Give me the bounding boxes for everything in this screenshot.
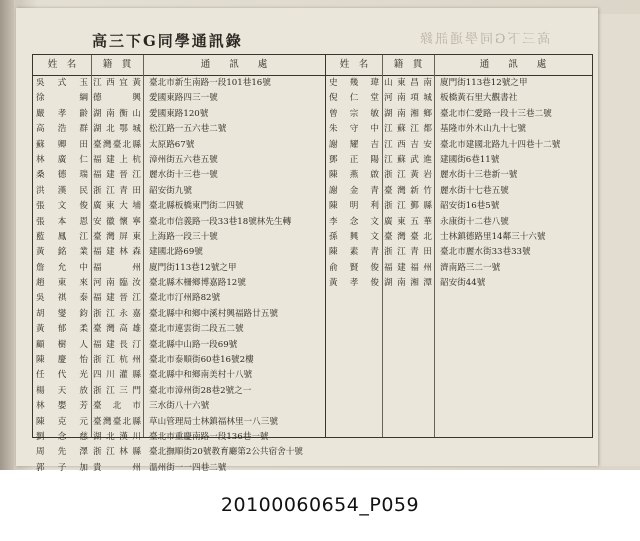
row-origin: 湖南湘潭 xyxy=(384,278,432,289)
row-origin: 臺灣新竹 xyxy=(384,185,432,196)
table-row xyxy=(33,399,325,414)
table-row xyxy=(33,122,325,137)
contact-table xyxy=(32,54,593,473)
table-row xyxy=(33,184,325,199)
row-origin: 廣東大埔 xyxy=(93,201,141,212)
row-origin: 福建林森 xyxy=(93,247,141,258)
table-row xyxy=(33,91,325,106)
row-origin: 浙江杭州 xyxy=(93,355,141,366)
facing-page-edge xyxy=(598,14,640,466)
bleed-through-title: 高三下G同學通訊錄 xyxy=(418,32,551,47)
row-name: 陳慶怡 xyxy=(36,355,88,366)
table-row xyxy=(33,353,325,368)
row-name: 陳克元 xyxy=(36,416,88,427)
book-spine xyxy=(0,0,14,470)
table-row xyxy=(33,461,325,476)
table-row xyxy=(326,215,592,230)
row-name: 高浩群 xyxy=(36,124,88,135)
row-name: 鄧正陽 xyxy=(329,154,379,165)
row-origin: 江西宜黃 xyxy=(93,78,141,88)
table-row xyxy=(33,153,325,168)
table-row xyxy=(326,138,592,153)
row-origin: 湖南湘鄉 xyxy=(384,108,432,119)
table-row xyxy=(33,245,325,260)
row-name: 顧樹人 xyxy=(36,339,88,350)
table-left-half xyxy=(33,55,325,473)
row-name: 孫興文 xyxy=(329,231,379,242)
row-name: 徐綱 xyxy=(36,93,88,104)
row-address: 建國街6巷11號 xyxy=(440,154,500,165)
row-address: 臺北市汀州路82號 xyxy=(149,293,221,304)
row-address: 麗水街十三巷一號 xyxy=(149,170,218,181)
row-address: 臺北市仁愛路一段十三巷二號 xyxy=(440,108,552,119)
table-row xyxy=(33,107,325,122)
row-origin: 江西吉安 xyxy=(384,139,432,150)
row-origin: 福建福州 xyxy=(384,262,432,273)
row-origin: 江蘇武進 xyxy=(384,154,432,165)
row-address: 板橋黃石里大觀書社 xyxy=(440,93,518,104)
row-origin: 浙江青田 xyxy=(93,185,141,196)
table-row xyxy=(326,230,592,245)
right-rows xyxy=(326,76,592,291)
row-address: 韶安街44號 xyxy=(440,278,486,289)
row-address: 臺北市泰順街60巷16號2樓 xyxy=(149,355,254,366)
row-address: 愛國東路120號 xyxy=(149,108,209,119)
row-name: 黃郁柔 xyxy=(36,324,88,335)
row-name: 陳素青 xyxy=(329,247,379,258)
row-address: 臺北市重慶南路一段136巷一號 xyxy=(149,431,269,442)
row-address: 臺北縣木柵鄉博嘉路12號 xyxy=(149,278,246,289)
row-name: 周先澤 xyxy=(36,447,88,458)
row-name: 倪仁堂 xyxy=(329,93,379,104)
row-name: 吳式玉 xyxy=(36,78,88,88)
table-row xyxy=(326,107,592,122)
row-origin: 湖南衡山 xyxy=(93,108,141,119)
row-name: 嚴孝齡 xyxy=(36,108,88,119)
row-name: 史幾瑋 xyxy=(329,78,379,88)
row-name: 吳祺泰 xyxy=(36,293,88,304)
row-origin: 貴州 xyxy=(93,462,141,473)
row-origin: 臺灣臺北 xyxy=(384,231,432,242)
row-origin: 福州 xyxy=(93,262,141,273)
row-name: 謝金青 xyxy=(329,185,379,196)
row-address: 臺北市新生南路一段101巷16號 xyxy=(149,78,271,88)
table-row xyxy=(33,230,325,245)
row-address: 漳州街五六巷五號 xyxy=(149,154,218,165)
row-origin: 湖北鄂城 xyxy=(93,124,141,135)
header-name: 姓 名 xyxy=(339,59,369,70)
row-address: 臺北撫順街20號教育廳第2公共宿舍十號 xyxy=(149,447,303,458)
image-caption: 20100060654_P059 xyxy=(220,494,420,516)
row-name: 任代光 xyxy=(36,370,88,381)
row-origin: 廣東五華 xyxy=(384,216,432,227)
header-address: 通 訊 處 xyxy=(479,59,547,70)
row-address: 臺北縣中和鄉中溪村興福路廿五號 xyxy=(149,308,278,319)
row-name: 胡燮鈞 xyxy=(36,308,88,319)
row-name: 李念文 xyxy=(329,216,379,227)
row-address: 愛國東路四三一號 xyxy=(149,93,218,104)
row-origin: 浙江黃岩 xyxy=(384,170,432,181)
row-address: 韶安街16巷5號 xyxy=(440,201,500,212)
row-address: 臺北市信義路一段33巷18號林先生轉 xyxy=(149,216,292,227)
row-name: 詹允中 xyxy=(36,262,88,273)
row-origin: 浙江林縣 xyxy=(93,447,141,458)
row-name: 劉念慈 xyxy=(36,431,88,442)
row-origin: 福建長汀 xyxy=(93,339,141,350)
table-row xyxy=(33,76,325,91)
row-address: 臺北市漳州街28巷2號之一 xyxy=(149,385,252,396)
row-name: 黃銘業 xyxy=(36,247,88,258)
row-origin: 臺灣臺北縣 xyxy=(93,416,141,427)
header-address: 通 訊 處 xyxy=(200,59,268,70)
table-row xyxy=(33,430,325,445)
table-row xyxy=(33,261,325,276)
row-address: 臺北縣中和鄉南美村十八號 xyxy=(149,370,253,381)
row-origin: 四川灌縣 xyxy=(93,370,141,381)
row-address: 臺北市麗水街33巷33號 xyxy=(440,247,531,258)
row-origin: 浙江三門 xyxy=(93,385,141,396)
row-address: 松江路一五六巷二號 xyxy=(149,124,227,135)
table-row xyxy=(33,368,325,383)
row-origin: 湖北漢川 xyxy=(93,431,141,442)
row-origin: 臺灣屏東 xyxy=(93,231,141,242)
row-address: 臺北市連雲街二段五二號 xyxy=(149,324,244,335)
row-address: 臺北縣板橋東門街二四號 xyxy=(149,201,244,212)
row-origin: 河南項城 xyxy=(384,93,432,104)
table-right-half xyxy=(325,55,592,437)
row-name: 洪漢民 xyxy=(36,185,88,196)
row-origin: 福建上杭 xyxy=(93,154,141,165)
header-origin: 籍 貫 xyxy=(393,59,423,70)
table-header-right xyxy=(326,55,592,76)
table-row xyxy=(33,415,325,430)
row-address: 基隆市外木山九十七號 xyxy=(440,124,526,135)
row-address: 臺北縣中山路一段69號 xyxy=(149,339,238,350)
table-row xyxy=(33,322,325,337)
row-origin: 浙江永嘉 xyxy=(93,308,141,319)
table-row xyxy=(326,153,592,168)
row-name: 郭子加 xyxy=(36,462,88,473)
row-name: 俞賢俊 xyxy=(329,262,379,273)
row-origin: 臺灣臺北縣 xyxy=(93,139,141,150)
row-origin: 福建晉江 xyxy=(93,293,141,304)
row-origin: 福建晉江 xyxy=(93,170,141,181)
table-row xyxy=(326,261,592,276)
row-name: 桑德瑞 xyxy=(36,170,88,181)
table-row xyxy=(326,184,592,199)
row-name: 楊天放 xyxy=(36,385,88,396)
row-address: 三水街八十六號 xyxy=(149,401,210,412)
table-row xyxy=(33,168,325,183)
table-row xyxy=(33,307,325,322)
table-row xyxy=(33,276,325,291)
row-address: 臺北市建國北路九十四巷十二號 xyxy=(440,139,561,150)
row-address: 濟南路三二一號 xyxy=(440,262,501,273)
row-origin: 臺灣高雄 xyxy=(93,324,141,335)
row-address: 麗水街十七巷五號 xyxy=(440,185,509,196)
row-name: 陳明利 xyxy=(329,201,379,212)
table-row xyxy=(33,338,325,353)
table-row xyxy=(33,384,325,399)
row-name: 謝耀吉 xyxy=(329,139,379,150)
table-header-left xyxy=(33,55,325,76)
row-address: 麗水街十三巷新一號 xyxy=(440,170,518,181)
row-name: 趙東來 xyxy=(36,278,88,289)
row-name: 林嬰芳 xyxy=(36,401,88,412)
row-name: 曾宗敏 xyxy=(329,108,379,119)
row-address: 上海路一段三十號 xyxy=(149,231,218,242)
row-address: 廈門街113巷12號之甲 xyxy=(440,78,528,88)
row-address: 溫州街一一四巷二號 xyxy=(149,462,227,473)
row-name: 黃孝俊 xyxy=(329,278,379,289)
table-row xyxy=(33,445,325,460)
row-origin: 浙江青田 xyxy=(384,247,432,258)
header-name: 姓 名 xyxy=(47,59,77,70)
row-name: 朱守中 xyxy=(329,124,379,135)
row-origin: 德興 xyxy=(93,93,141,104)
table-row xyxy=(33,215,325,230)
table-row xyxy=(326,199,592,214)
table-row xyxy=(33,291,325,306)
table-row xyxy=(326,276,592,291)
table-row xyxy=(33,138,325,153)
table-row xyxy=(326,91,592,106)
page-title: 高三下G同學通訊錄 xyxy=(92,32,243,50)
row-origin: 臺北市 xyxy=(93,401,141,412)
row-address: 建國北路69號 xyxy=(149,247,203,258)
row-name: 藍鳳江 xyxy=(36,231,88,242)
row-address: 永康街十二巷八號 xyxy=(440,216,509,227)
table-row xyxy=(326,122,592,137)
row-address: 太原路67號 xyxy=(149,139,195,150)
table-row xyxy=(326,76,592,91)
row-origin: 江蘇江都 xyxy=(384,124,432,135)
table-row xyxy=(326,245,592,260)
row-name: 蘇卿田 xyxy=(36,139,88,150)
table-row xyxy=(326,168,592,183)
row-origin: 浙江鄞縣 xyxy=(384,201,432,212)
row-address: 廈門街113巷12號之甲 xyxy=(149,262,237,273)
row-name: 張本恩 xyxy=(36,216,88,227)
row-name: 陳燕啟 xyxy=(329,170,379,181)
table-row xyxy=(33,199,325,214)
row-address: 草山管理局士林鎮福林里一八三號 xyxy=(149,416,278,427)
header-origin: 籍 貫 xyxy=(102,59,132,70)
row-address: 韶安街九號 xyxy=(149,185,192,196)
row-origin: 山東昌南 xyxy=(384,78,432,88)
row-origin: 安徽懷寧 xyxy=(93,216,141,227)
row-origin: 河南臨汝 xyxy=(93,278,141,289)
row-address: 士林鎮德路里14鄰三十六號 xyxy=(440,231,546,242)
row-name: 張文俊 xyxy=(36,201,88,212)
left-rows xyxy=(33,76,325,476)
row-name: 林廣仁 xyxy=(36,154,88,165)
